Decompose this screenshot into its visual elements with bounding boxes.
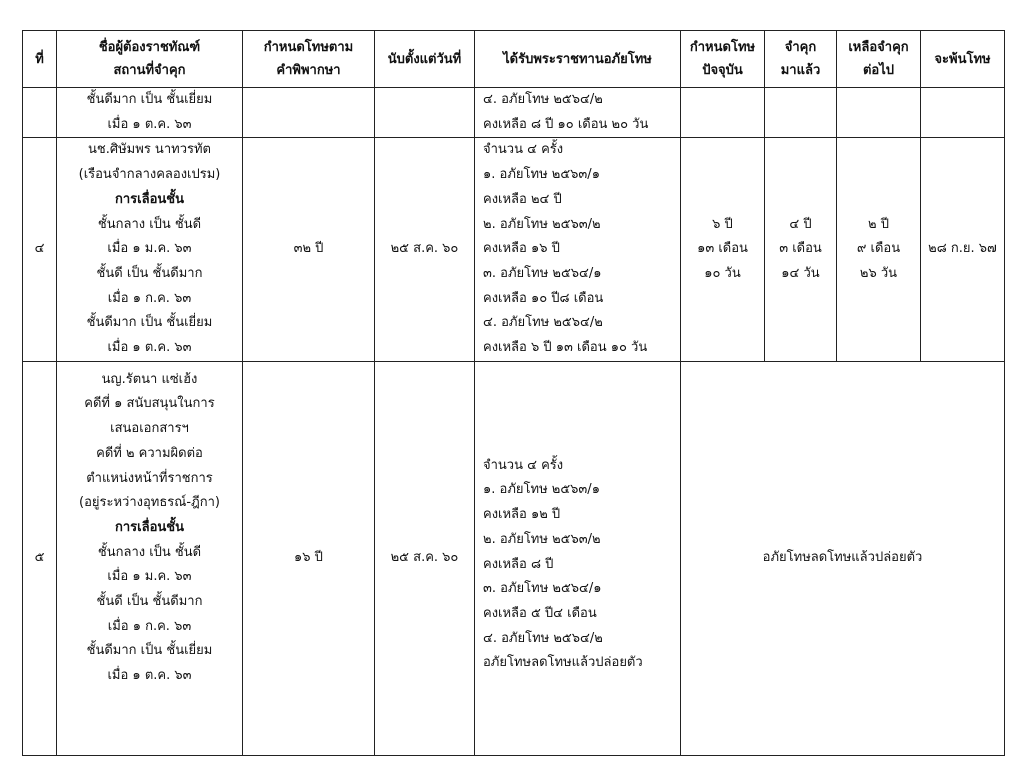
pardon-cell: จำนวน ๔ ครั้ง ๑. อภัยโทษ ๒๕๖๓/๑ คงเหลือ ๑๒ ปี ๒. อภัยโทษ ๒๕๖๓/๒ คงเหลือ ๘ ปี ๓. อภัยโทษ ๒๕๖๔/๑ คงเหลือ ๕ ปี๔ เดือน ๔. อภัยโทษ ๒๕๖๔/๒ อภัยโทษลดโทษแล้วปล่อยตัว: [475, 361, 681, 755]
row-number: ๔: [23, 138, 57, 361]
prisoner-table: [22, 30, 1005, 756]
table-row-4: [23, 138, 1005, 361]
current-sentence-cell: ๖ ปี ๑๓ เดือน ๑๐ วัน: [681, 138, 765, 361]
table-row-5: [23, 361, 1005, 755]
header-no: ที่: [23, 31, 57, 88]
header-served: จำคุก มาแล้ว: [765, 31, 837, 88]
sentence-cell: ๓๒ ปี: [243, 138, 375, 361]
release-status-cell: อภัยโทษลดโทษแล้วปล่อยตัว: [681, 361, 1005, 755]
table-row-continued: [23, 88, 1005, 138]
pardon-cell: จำนวน ๔ ครั้ง ๑. อภัยโทษ ๒๕๖๓/๑ คงเหลือ ๒๔ ปี ๒. อภัยโทษ ๒๕๖๓/๒ คงเหลือ ๑๖ ปี ๓. อภัยโทษ ๒๕๖๔/๑ คงเหลือ ๑๐ ปี๘ เดือน ๔. อภัยโทษ ๒๕๖๔/๒ คงเหลือ ๖ ปี ๑๓ เดือน ๑๐ วัน: [475, 138, 681, 361]
served-cell: ๔ ปี ๓ เดือน ๑๔ วัน: [765, 138, 837, 361]
header-pardon: ได้รับพระราชทานอภัยโทษ: [475, 31, 681, 88]
start-date-cell: ๒๕ ส.ค. ๖๐: [375, 361, 475, 755]
pardon-cell: ๔. อภัยโทษ ๒๕๖๔/๒ คงเหลือ ๘ ปี ๑๐ เดือน ๒๐ วัน: [475, 88, 681, 138]
header-start: นับตั้งแต่วันที่: [375, 31, 475, 88]
name-cell: นญ.รัตนา แซ่เฮ้ง คดีที่ ๑ สนับสนุนในการ เสนอเอกสารฯ คดีที่ ๒ ความผิดต่อ ตำแหน่งหน้าที่ราชการ (อยู่ระหว่างอุทธรณ์-ฎีกา) การเลื่อนชั้น ชั้นกลาง เป็น ชั้นดี เมื่อ ๑ ม.ค. ๖๓ ชั้นดี เป็น ชั้นดีมาก เมื่อ ๑ ก.ค. ๖๓ ชั้นดีมาก เป็น ชั้นเยี่ยม เมื่อ ๑ ต.ค. ๖๓: [57, 361, 243, 755]
header-name: ชื่อผู้ต้องราชทัณฑ์ สถานที่จำคุก: [57, 31, 243, 88]
sentence-cell: ๑๖ ปี: [243, 361, 375, 755]
header-current: กำหนดโทษ ปัจจุบัน: [681, 31, 765, 88]
header-sentence: กำหนดโทษตาม คำพิพากษา: [243, 31, 375, 88]
release-date-cell: ๒๘ ก.ย. ๖๗: [921, 138, 1005, 361]
header-remaining: เหลือจำคุก ต่อไป: [837, 31, 921, 88]
header-row: [23, 31, 1005, 88]
start-date-cell: ๒๕ ส.ค. ๖๐: [375, 138, 475, 361]
row-number: ๕: [23, 361, 57, 755]
header-release: จะพ้นโทษ: [921, 31, 1005, 88]
name-cell: นช.ศิษัมพร นาทวรทัต (เรือนจำกลางคลองเปรม) การเลื่อนชั้น ชั้นกลาง เป็น ชั้นดี เมื่อ ๑ ม.ค. ๖๓ ชั้นดี เป็น ชั้นดีมาก เมื่อ ๑ ก.ค. ๖๓ ชั้นดีมาก เป็น ชั้นเยี่ยม เมื่อ ๑ ต.ค. ๖๓: [57, 138, 243, 361]
name-cell: ชั้นดีมาก เป็น ชั้นเยี่ยม เมื่อ ๑ ต.ค. ๖๓: [57, 88, 243, 138]
remaining-cell: ๒ ปี ๙ เดือน ๒๖ วัน: [837, 138, 921, 361]
